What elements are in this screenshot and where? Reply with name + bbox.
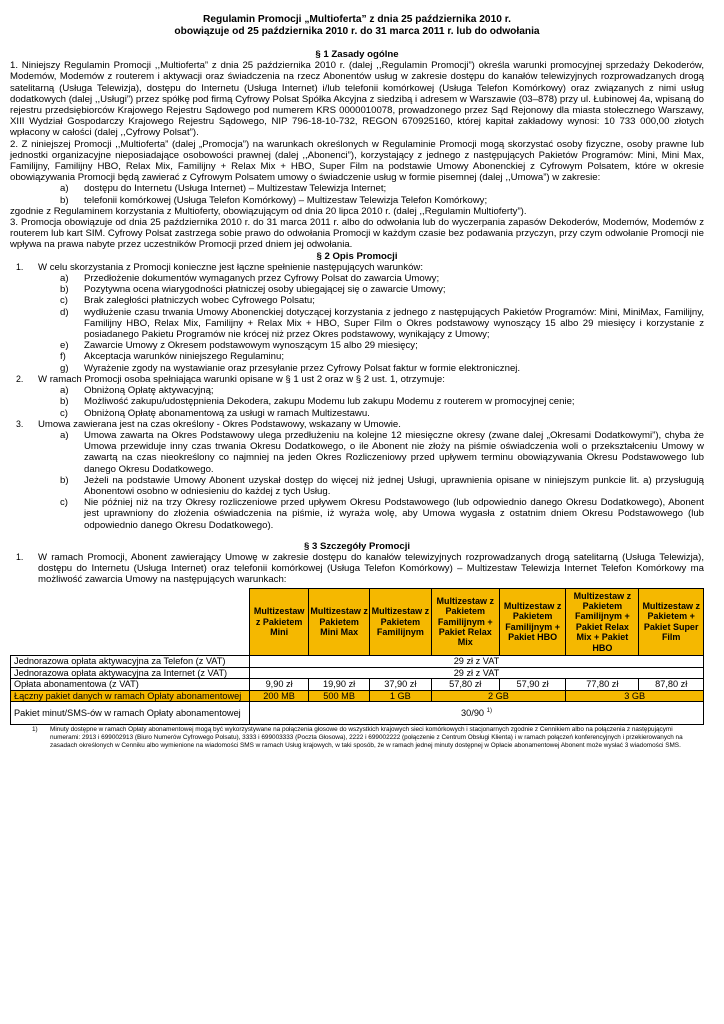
table-cell: 29 zł z VAT	[250, 655, 704, 667]
table-cell: 57,90 zł	[499, 679, 565, 691]
section-2-item-1-subitems	[10, 273, 704, 374]
minutes-value: 30/90	[461, 708, 485, 719]
header-super-film: Multizestaw z Pakietem + Pakiet Super Film	[639, 588, 704, 655]
item-letter: a)	[60, 385, 69, 397]
regulation-document	[10, 14, 704, 749]
table-cell: 57,80 zł	[431, 679, 499, 691]
item-text: Brak zaległości płatniczych wobec Cyfrowego Polsatu;	[84, 295, 315, 307]
item-letter: a)	[60, 429, 69, 441]
item-text: Obniżoną Opłatę abonamentową za usługi w ramach Multizestawu.	[84, 407, 370, 419]
table-cell: 3 GB	[566, 690, 704, 702]
section-1-item-a	[10, 183, 704, 194]
item-text: Przedłożenie dokumentów wymaganych przez Cyfrowy Polsat do zawarcia Umowy;	[84, 273, 440, 285]
table-cell	[250, 702, 704, 725]
document-title-line-2: obowiązuje od 25 października 2010 r. do 31 marca 2011 r. lub do odwołania	[174, 26, 540, 37]
item-number: 3.	[16, 418, 24, 429]
row-label: Łączny pakiet danych w ramach Opłaty abonamentowej	[11, 690, 250, 702]
item-letter: b)	[60, 284, 69, 296]
section-3-heading: § 3 Szczegóły Promocji	[303, 540, 411, 552]
header-mini: Multizestaw z Pakietem Mini	[250, 588, 309, 655]
item-letter: b)	[60, 194, 69, 206]
list-item	[10, 430, 704, 475]
list-item	[10, 273, 704, 284]
table-row	[11, 655, 704, 667]
table-cell: 77,80 zł	[566, 679, 639, 691]
row-label: Jednorazowa opłata aktywacyjna za Telefon (z VAT)	[11, 655, 250, 667]
table-row	[11, 690, 704, 702]
item-text: Możliwość zakupu/udostępnienia Dekodera, zakupu Modemu lub zakupu Modemu z routerem w promocyjnej cenie;	[84, 396, 575, 408]
section-2-heading: § 2 Opis Promocji	[316, 250, 398, 262]
header-familijny-relax: Multizestaw z Pakietem Familijnym + Pakiet Relax Mix	[431, 588, 499, 655]
item-text: Jeżeli na podstawie Umowy Abonent uzyskał dostęp do więcej niż jednej Usługi, uprawnienia opisane w niniejszym punkcie lit. a) przysługują Abonentowi osobno w odniesieniu do każdej z tych Usług.	[84, 474, 704, 497]
item-text: W ramach Promocji osoba spełniająca warunki opisane w § 1 ust 2 oraz w § 2 ust. 1, otrzymuje:	[38, 373, 445, 385]
section-1-paragraph-2: 2. Z niniejszej Promocji ,,Multioferta” (dalej „Promocja”) na warunkach określonych w Regulaminie Promocji mogą skorzystać osoby fizyczne, osoby prawne lub jednostki organizacyjne nieposiadające osobowości prawnej (dalej ,,Abonenci”), korzystający z jednego z następujących Pakietów Programów: Mini, Mini Max, Familijny, Familijny HBO, Relax Mix, Familijny + Relax Mix + HBO, Super Film na podstawie Umowy Abonenckiej z Cyfrowym Polsatem, które w okresie obowiązywania Promocji będą zawierać z Cyfrowym Polsatem umowy o świadczenie usług w formie pisemnej (dalej ,,Umowa”) w zakresie:	[10, 138, 704, 184]
item-number: 1.	[16, 551, 24, 562]
item-letter: f)	[60, 351, 66, 363]
item-text: Pozytywna ocena wiarygodności płatniczej osoby ubiegającej się o zawarcie Umowy;	[84, 284, 446, 296]
item-text: Wyrażenie zgody na wystawianie oraz przesyłanie przez Cyfrowy Polsat faktur w formie elektronicznej.	[84, 362, 521, 374]
section-2-item-1	[10, 262, 704, 273]
list-item	[10, 363, 704, 374]
item-text: wydłużenie czasu trwania Umowy Abonenckiej dotyczącej korzystania z jednego z następujących Pakietów Programów: Mini, MiniMax, Familijny, Familijny HBO, Relax Mix, Familijny + Relax Mix + HBO, Super Film o Okres podstawowy wynoszący 15 albo 29 miesięcy i korzystanie z posiadanego Pakietu Programów nie krócej niż przez Okres podstawowy, wynikający z Umowy;	[84, 306, 704, 341]
section-1-paragraph-3: 3. Promocja obowiązuje od dnia 25 października 2010 r. do 31 marca 2011 r. albo do odwołania lub do wyczerpania zapasów Dekoderów, Modemów, Modemów z routerem lub kart SIM. Cyfrowy Polsat zastrzega sobie prawo do odwołania Promocji w każdym czasie bez podawania przyczyn, przy czym odwołanie Promocji nie wpływa na prawa nabyte przez uczestników Promocji przed dniem jej odwołania.	[10, 217, 704, 251]
header-familijny: Multizestaw z Pakietem Familijnym	[370, 588, 432, 655]
item-text: Umowa zawierana jest na czas określony - Okres Podstawowy, wskazany w Umowie.	[38, 418, 401, 430]
pricing-table-header-row	[11, 588, 704, 655]
footnote-number: 1)	[32, 726, 38, 734]
list-item	[10, 295, 704, 306]
header-familijny-hbo: Multizestaw z Pakietem Familijnym + Pakiet HBO	[499, 588, 565, 655]
item-letter: g)	[60, 362, 69, 374]
item-letter: e)	[60, 340, 69, 352]
section-3-item-1	[10, 552, 704, 586]
item-letter: a)	[60, 183, 69, 195]
item-letter: c)	[60, 295, 68, 307]
document-title-line-1: Regulamin Promocji „Multioferta” z dnia 25 października 2010 r.	[203, 14, 511, 25]
item-text: Zawarcie Umowy z Okresem podstawowym wynoszącym 15 albo 29 miesięcy;	[84, 340, 418, 352]
item-number: 1.	[16, 261, 24, 272]
list-item	[10, 475, 704, 497]
list-item	[10, 497, 704, 531]
item-letter: c)	[60, 497, 68, 509]
header-mini-max: Multizestaw z Pakietem Mini Max	[309, 588, 370, 655]
item-letter: a)	[60, 273, 69, 285]
section-1-item-b	[10, 195, 704, 206]
list-item	[10, 385, 704, 396]
item-text: Umowa zawarta na Okres Podstawowy ulega przedłużeniu na kolejne 12 miesięczne okresy (zwane dalej „Okresami Dodatkowymi”), chyba że Umowa przewiduje inny czas trwania Okresu Dodatkowego, o ile Abonent nie złoży na piśmie oświadczenia woli o przekształceniu Umowy w zawartą na czas nieokreślony co najmniej na jeden Okres Rozliczeniowy przed upływem terminu obowiązywania Okresu Podstawowego lub danego Okresu Dodatkowego.	[84, 429, 704, 475]
table-cell: 87,80 zł	[639, 679, 704, 691]
item-letter: b)	[60, 474, 69, 486]
section-1-paragraph-2-end: zgodnie z Regulaminem korzystania z Multioferty, obowiązującym od dnia 20 lipca 2010 r. (dalej ,,Regulamin Multioferty”).	[10, 205, 527, 217]
section-2-item-2-subitems	[10, 385, 704, 419]
table-row	[11, 679, 704, 691]
item-text: dostępu do Internetu (Usługa Internet) – Multizestaw Telewizja Internet;	[84, 183, 387, 195]
table-cell: 2 GB	[431, 690, 566, 702]
footnote-text: Minuty dostępne w ramach Opłaty abonamentowej mogą być wykorzystywane na połączenia głosowe do wszystkich krajowych sieci komórkowych i stacjonarnych zgodnie z Cennikiem albo na połączenia z następującymi numerami: 2913 i 699002913 (Biuro Numerów Cyfrowego Polsatu), 3333 i 699003333 (Poczta Głosowa), 2222 i 699002222 (połączenie z Centrum Obsługi Klienta) i w ramach połączeń konferencyjnych i przekierowanych na zasadach określonych w Cenniku albo wymienione na wiadomości SMS w ramach Usług krajowych, w taki sposób, że w ramach jednej minuty dostępnej w Opłacie abonamentowej Abonent może wysłać 3 wiadomości SMS.	[50, 726, 683, 749]
footnote-marker: 1)	[486, 708, 492, 714]
item-text: W ramach Promocji, Abonent zawierający Umowę w zakresie dostępu do kanałów telewizyjnych rozprowadzanych drogą satelitarną (Usługa Telewizja), dostępu do Internetu (Usługa Internet) oraz telefonii komórkowej (Usługa Telefon Komórkowy) – Multizestaw Telewizja Internet Telefon Komórkowy ma możliwość zawarcia Umowy na następujących warunkach:	[38, 551, 704, 586]
table-cell: 29 zł z VAT	[250, 667, 704, 679]
item-number: 2.	[16, 373, 24, 384]
list-item	[10, 284, 704, 295]
item-text: telefonii komórkowej (Usługa Telefon Komórkowy) – Multizestaw Telewizja Telefon Komórkowy;	[84, 194, 488, 206]
table-cell: 500 MB	[309, 690, 370, 702]
table-cell: 200 MB	[250, 690, 309, 702]
row-label: Opłata abonamentowa (z VAT)	[11, 679, 250, 691]
header-familijny-relax-hbo: Multizestaw z Pakietem Familijnym + Pakiet Relax Mix + Pakiet HBO	[566, 588, 639, 655]
section-2-item-3-subitems	[10, 430, 704, 531]
table-row	[11, 667, 704, 679]
section-1-paragraph-1: 1. Niniejszy Regulamin Promocji ,,Multioferta” z dnia 25 października 2010 r. (dalej ,,Regulamin Promocji”) określa warunki promocyjnej sprzedaży Dekoderów, Modemów, Modemów z routerem i aktywacji oraz świadczenia na rzecz Abonentów usług w zakresie dostępu do kanałów telewizyjnych rozprowadzanych drogą satelitarną (Usługa Telewizja), dostępu do Internetu (Usługa Internet) i/lub telefonii komórkowej (Usługa Telefon Komórkowy) oraz związanych z nimi usług dodatkowych (dalej ,,Usługi”) przez spółkę pod firmą Cyfrowy Polsat Spółka Akcyjna z siedzibą i adresem w Warszawie (03–878) przy ul. Łubinowej 4a, wpisaną do rejestru przedsiębiorców Krajowego Rejestru Sądowego pod numerem KRS 0000010078, prowadzonego przez Sąd Rejonowy dla miasta stołecznego Warszawy, XIII Wydział Gospodarczy Krajowego Rejestru Sądowego, NIP 796-18-10-732, REGON 670925160, której kapitał zakładowy wynosi: 10 733 000,00 złotych wpłacony w całości (dalej ,,Cyfrowy Polsat”).	[10, 60, 704, 139]
pricing-table	[10, 588, 704, 726]
table-cell: 1 GB	[370, 690, 432, 702]
item-text: Nie później niż na trzy Okresy rozliczeniowe przed upływem Okresu Podstawowego (lub odpowiednio danego Okresu Dodatkowego), Abonent jest uprawniony do złożenia oświadczenia na piśmie, iż wyraża wolę, aby Umowa wygasła z ostatnim dniem Okresu Podstawowego (lub odpowiednio danego Okresu Dodatkowego).	[84, 497, 704, 531]
footnote	[10, 726, 704, 749]
list-item	[10, 351, 704, 362]
table-corner-cell	[11, 588, 250, 655]
table-cell: 19,90 zł	[309, 679, 370, 691]
table-cell: 37,90 zł	[370, 679, 432, 691]
row-label: Jednorazowa opłata aktywacyjna za Internet (z VAT)	[11, 667, 250, 679]
section-2-item-3	[10, 419, 704, 430]
item-text: Akceptacja warunków niniejszego Regulaminu;	[84, 351, 284, 363]
table-row	[11, 702, 704, 725]
list-item	[10, 396, 704, 407]
section-2-item-2	[10, 374, 704, 385]
item-text: Obniżoną Opłatę aktywacyjną;	[84, 385, 214, 397]
table-cell: 9,90 zł	[250, 679, 309, 691]
list-item	[10, 408, 704, 419]
section-1-heading: § 1 Zasady ogólne	[315, 49, 399, 60]
row-label: Pakiet minut/SMS-ów w ramach Opłaty abonamentowej	[11, 702, 250, 725]
item-letter: c)	[60, 407, 68, 419]
item-letter: d)	[60, 306, 69, 318]
list-item	[10, 307, 704, 341]
item-text: W celu skorzystania z Promocji konieczne jest łączne spełnienie następujących warunków:	[38, 261, 423, 273]
item-letter: b)	[60, 396, 69, 408]
list-item	[10, 340, 704, 351]
